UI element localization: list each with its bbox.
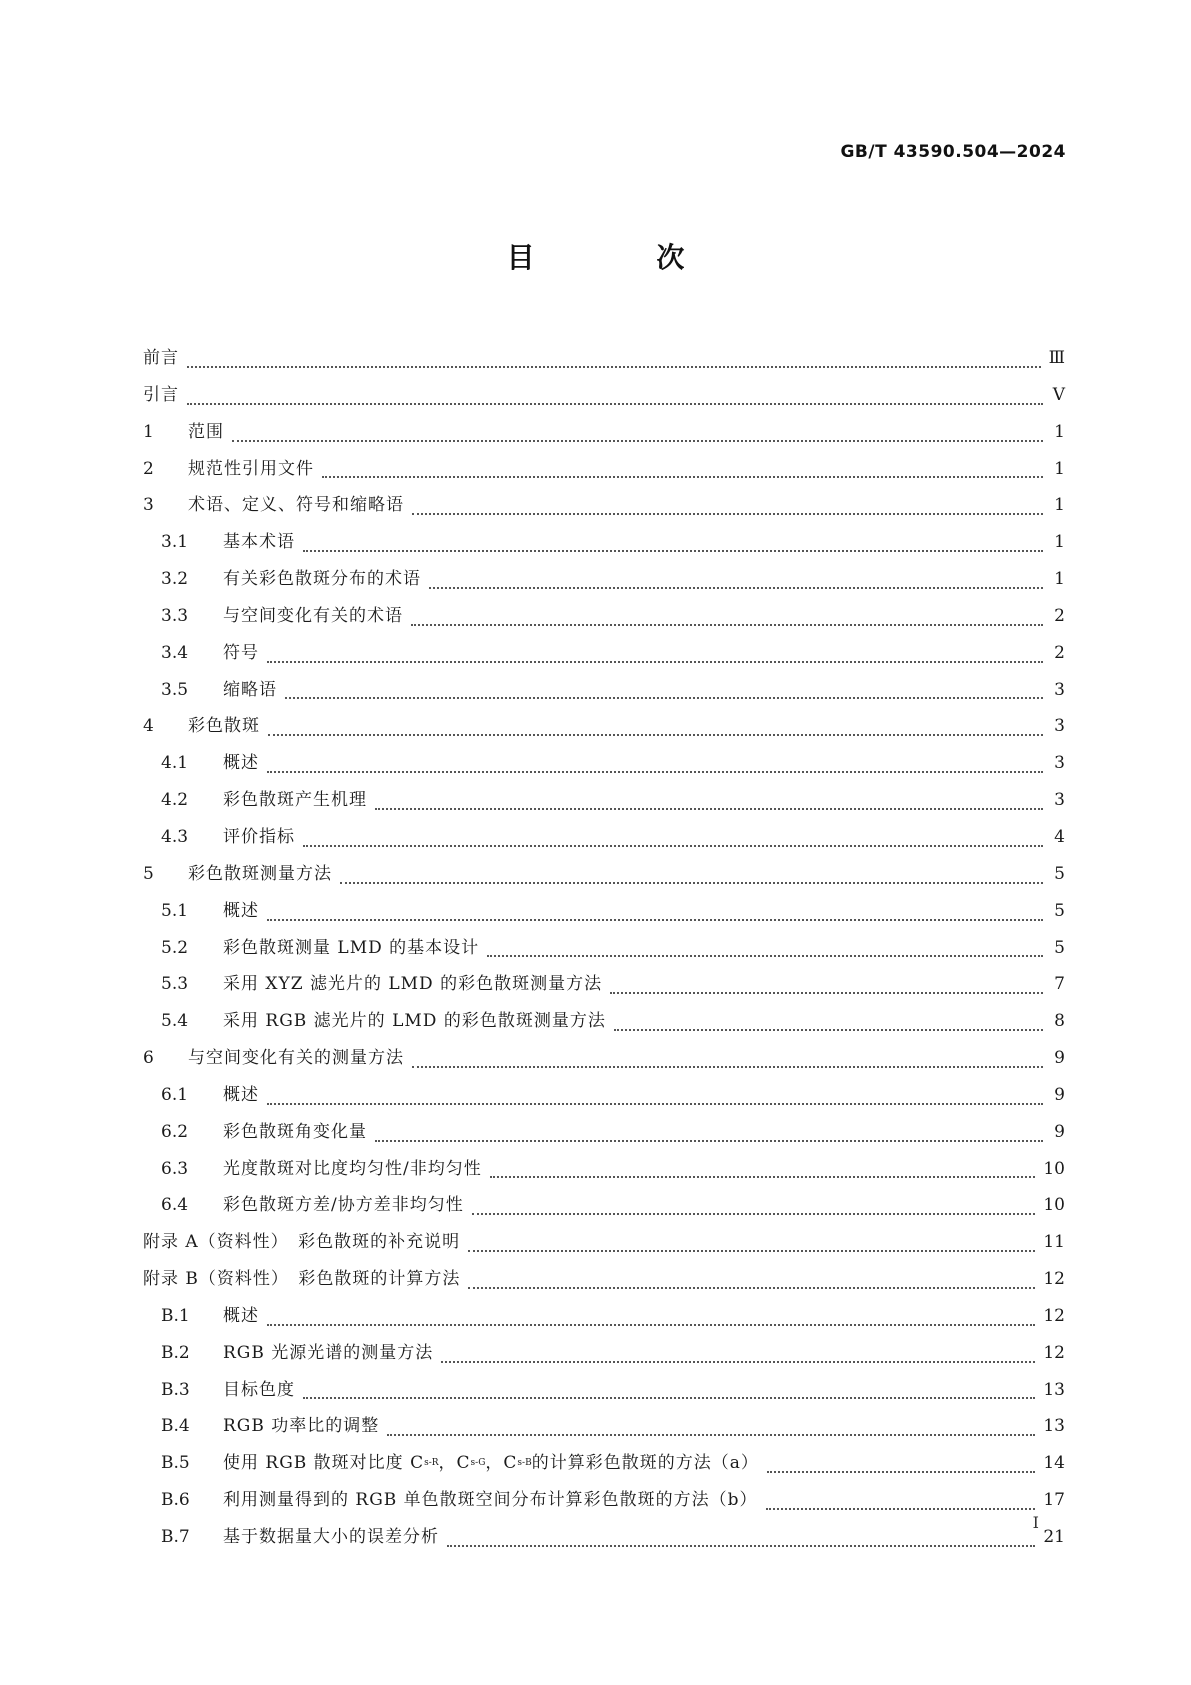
toc-entry[interactable]	[143, 1003, 1065, 1040]
toc-dot-leader	[487, 954, 1043, 957]
toc-entry-label: 光度散斑对比度均匀性/非均匀性	[223, 1158, 482, 1179]
toc-dot-leader	[468, 1286, 1035, 1289]
toc-entry-number: 3.4	[161, 642, 189, 663]
toc-entry-page: 5	[1054, 900, 1065, 921]
toc-entry-label: 与空间变化有关的术语	[223, 605, 403, 626]
toc-entry[interactable]	[143, 1335, 1065, 1372]
toc-dot-leader	[468, 1249, 1035, 1252]
toc-entry-label: 彩色散斑产生机理	[223, 790, 367, 811]
toc-entry[interactable]	[143, 414, 1065, 451]
toc-entry[interactable]	[143, 377, 1065, 414]
toc-entry-page: 1	[1054, 421, 1065, 442]
toc-entry-label: 规范性引用文件	[188, 458, 314, 479]
toc-entry-number: 3.2	[161, 569, 189, 590]
toc-dot-leader	[267, 918, 1043, 921]
toc-entry[interactable]	[143, 745, 1065, 782]
toc-entry-label: 概述	[223, 1305, 259, 1326]
toc-entry-page: 1	[1054, 458, 1065, 479]
toc-entry-page: 11	[1043, 1232, 1065, 1253]
toc-entry[interactable]	[143, 1114, 1065, 1151]
toc-dot-leader	[187, 402, 1043, 405]
toc-entry-page: 9	[1054, 1084, 1065, 1105]
toc-entry-label: 评价指标	[223, 826, 295, 847]
toc-dot-leader	[268, 733, 1043, 736]
toc-entry-number: 3.5	[161, 679, 189, 700]
toc-entry-label: 采用 XYZ 滤光片的 LMD 的彩色散斑测量方法	[223, 974, 603, 995]
toc-entry-page: Ⅴ	[1052, 384, 1065, 405]
toc-dot-leader	[267, 770, 1043, 773]
toc-entry[interactable]	[143, 451, 1065, 488]
table-of-contents	[143, 340, 1065, 1556]
toc-entry-page: 12	[1043, 1342, 1065, 1363]
toc-entry-label: 引言	[143, 384, 179, 405]
toc-entry-label: 目标色度	[223, 1379, 295, 1400]
toc-entry-page: 1	[1054, 532, 1065, 553]
toc-entry-label: 彩色散斑方差/协方差非均匀性	[223, 1195, 464, 1216]
toc-entry[interactable]	[143, 524, 1065, 561]
toc-entry-page: 2	[1054, 642, 1065, 663]
toc-entry-page: 5	[1054, 863, 1065, 884]
toc-entry-page: 14	[1043, 1453, 1065, 1474]
toc-entry-label: 使用 RGB 散斑对比度 C	[223, 1453, 425, 1474]
toc-entry-number: 3	[143, 495, 154, 516]
toc-entry[interactable]	[143, 340, 1065, 377]
toc-entry-label: 前言	[143, 348, 179, 368]
toc-entry-page: 2	[1054, 605, 1065, 626]
toc-entry-label: RGB 功率比的调整	[223, 1416, 380, 1437]
toc-entry-page: 3	[1054, 753, 1065, 774]
toc-dot-leader	[267, 1323, 1035, 1326]
toc-entry-number: 3.3	[161, 605, 189, 626]
toc-dot-leader	[447, 1544, 1035, 1547]
toc-entry-page: 12	[1043, 1269, 1065, 1290]
toc-entry-number: 4.3	[161, 826, 189, 847]
toc-entry-label: 有关彩色散斑分布的术语	[223, 569, 421, 590]
toc-entry-label-part: ，C	[438, 1453, 471, 1474]
toc-entry[interactable]	[143, 1187, 1065, 1224]
toc-dot-leader	[412, 1065, 1043, 1068]
toc-dot-leader	[303, 549, 1043, 552]
toc-entry-page: 12	[1043, 1305, 1065, 1326]
toc-entry[interactable]	[143, 930, 1065, 967]
toc-entry[interactable]	[143, 966, 1065, 1003]
toc-entry-page: 5	[1054, 937, 1065, 958]
toc-entry[interactable]	[143, 561, 1065, 598]
toc-dot-leader	[285, 696, 1043, 699]
toc-entry[interactable]	[143, 856, 1065, 893]
toc-entry-number: B.2	[161, 1342, 190, 1363]
toc-entry-page: 21	[1043, 1527, 1065, 1547]
toc-entry-page: 7	[1054, 974, 1065, 995]
toc-dot-leader	[412, 512, 1043, 515]
toc-entry-number: 5.2	[161, 937, 189, 958]
toc-entry-page: 3	[1054, 679, 1065, 700]
toc-entry-label: 彩色散斑测量方法	[188, 863, 332, 884]
toc-entry-subscript: s-B	[517, 1458, 532, 1469]
toc-dot-leader	[387, 1433, 1035, 1436]
toc-entry-number: B.3	[161, 1379, 190, 1400]
toc-entry[interactable]	[143, 635, 1065, 672]
toc-entry-number: 4.2	[161, 790, 189, 811]
toc-entry[interactable]	[143, 1408, 1065, 1445]
toc-entry-page: 13	[1043, 1379, 1065, 1400]
toc-entry-label: 缩略语	[223, 679, 277, 700]
toc-dot-leader	[766, 1507, 1036, 1510]
toc-entry-label: 概述	[223, 753, 259, 774]
toc-dot-leader	[267, 1102, 1043, 1105]
toc-entry-page: 17	[1043, 1490, 1065, 1511]
page-folio: Ⅰ	[1032, 1513, 1039, 1532]
toc-entry-label: 基于数据量大小的误差分析	[223, 1527, 439, 1547]
toc-entry[interactable]	[143, 1040, 1065, 1077]
toc-entry[interactable]	[143, 708, 1065, 745]
toc-entry-page: 4	[1054, 826, 1065, 847]
toc-entry-label: 附录 B（资料性） 彩色散斑的计算方法	[143, 1269, 461, 1290]
toc-entry[interactable]	[143, 487, 1065, 524]
toc-entry-number: 3.1	[161, 532, 189, 553]
toc-entry-label-part: ，C	[485, 1453, 518, 1474]
toc-dot-leader	[267, 660, 1043, 663]
toc-entry-label-part: 的计算彩色散斑的方法（a）	[531, 1453, 759, 1474]
toc-entry-page: 3	[1054, 790, 1065, 811]
toc-dot-leader	[303, 1396, 1035, 1399]
toc-entry-number: 2	[143, 458, 154, 479]
toc-entry[interactable]	[143, 1372, 1065, 1409]
toc-entry[interactable]	[143, 819, 1065, 856]
toc-entry-number: 6.3	[161, 1158, 189, 1179]
toc-entry-number: 5.1	[161, 900, 189, 921]
toc-dot-leader	[340, 881, 1043, 884]
toc-entry-number: 6.1	[161, 1084, 189, 1105]
toc-dot-leader	[490, 1175, 1036, 1178]
toc-entry[interactable]	[143, 1519, 1065, 1556]
toc-entry-page: Ⅲ	[1048, 348, 1065, 368]
toc-dot-leader	[610, 991, 1043, 994]
toc-entry-number: B.6	[161, 1490, 190, 1511]
toc-entry[interactable]	[143, 598, 1065, 635]
toc-entry-page: 13	[1043, 1416, 1065, 1437]
toc-dot-leader	[375, 807, 1043, 810]
page-title: 目 次	[506, 241, 741, 274]
toc-entry-page: 3	[1054, 716, 1065, 737]
toc-entry-number: 4.1	[161, 753, 189, 774]
toc-dot-leader	[767, 1470, 1036, 1473]
toc-dot-leader	[441, 1360, 1035, 1363]
toc-entry-label: 附录 A（资料性） 彩色散斑的补充说明	[143, 1232, 461, 1253]
toc-entry-page: 9	[1054, 1121, 1065, 1142]
toc-entry-page: 8	[1054, 1011, 1065, 1032]
toc-entry-label: 彩色散斑角变化量	[223, 1121, 367, 1142]
toc-entry-label: 采用 RGB 滤光片的 LMD 的彩色散斑测量方法	[223, 1011, 606, 1032]
toc-dot-leader	[472, 1212, 1036, 1215]
toc-entry[interactable]	[143, 1261, 1065, 1298]
toc-entry-label: 符号	[223, 642, 259, 663]
toc-entry[interactable]	[143, 1151, 1065, 1188]
toc-dot-leader	[322, 475, 1043, 478]
toc-entry-subscript: s-R	[424, 1458, 439, 1469]
toc-entry[interactable]	[143, 1077, 1065, 1114]
toc-entry-number: 1	[143, 421, 154, 442]
toc-entry[interactable]	[143, 1482, 1065, 1519]
toc-entry-page: 10	[1043, 1158, 1065, 1179]
toc-entry-number: B.4	[161, 1416, 190, 1437]
toc-entry-label: 利用测量得到的 RGB 单色散斑空间分布计算彩色散斑的方法（b）	[223, 1490, 758, 1511]
toc-entry-label: 范围	[188, 421, 224, 442]
toc-entry-page: 9	[1054, 1048, 1065, 1069]
toc-entry-label: 与空间变化有关的测量方法	[188, 1048, 404, 1069]
toc-entry-page: 1	[1054, 569, 1065, 590]
toc-dot-leader	[411, 623, 1043, 626]
toc-dot-leader	[303, 844, 1043, 847]
toc-entry-label: 彩色散斑测量 LMD 的基本设计	[223, 937, 480, 958]
toc-entry-label: 术语、定义、符号和缩略语	[188, 495, 404, 516]
toc-entry-label: 基本术语	[223, 532, 295, 553]
toc-entry-number: B.5	[161, 1453, 190, 1474]
toc-entry-label: 彩色散斑	[188, 716, 260, 737]
toc-entry[interactable]	[143, 1445, 1065, 1482]
toc-entry-label: 概述	[223, 1084, 259, 1105]
toc-dot-leader	[232, 439, 1043, 442]
toc-entry-page: 1	[1054, 495, 1065, 516]
toc-dot-leader	[375, 1139, 1043, 1142]
toc-entry-label: 概述	[223, 900, 259, 921]
toc-entry[interactable]	[143, 1224, 1065, 1261]
toc-entry-number: 6	[143, 1048, 154, 1069]
toc-entry[interactable]	[143, 1298, 1065, 1335]
toc-entry-number: 5.3	[161, 974, 189, 995]
toc-entry-label: RGB 光源光谱的测量方法	[223, 1342, 434, 1363]
toc-entry-number: 4	[143, 716, 154, 737]
toc-entry-number: 6.2	[161, 1121, 189, 1142]
toc-entry[interactable]	[143, 672, 1065, 709]
toc-dot-leader	[429, 586, 1043, 589]
toc-entry[interactable]	[143, 893, 1065, 930]
toc-entry[interactable]	[143, 782, 1065, 819]
toc-dot-leader	[614, 1028, 1043, 1031]
toc-entry-page: 10	[1043, 1195, 1065, 1216]
toc-entry-number: 5.4	[161, 1011, 189, 1032]
toc-entry-number: B.1	[161, 1305, 190, 1326]
toc-entry-number: 6.4	[161, 1195, 189, 1216]
toc-dot-leader	[187, 365, 1041, 368]
toc-entry-number: 5	[143, 863, 154, 884]
toc-entry-number: B.7	[161, 1527, 190, 1547]
standard-code: GB/T 43590.504—2024	[840, 142, 1066, 162]
toc-entry-subscript: s-G	[470, 1458, 486, 1469]
